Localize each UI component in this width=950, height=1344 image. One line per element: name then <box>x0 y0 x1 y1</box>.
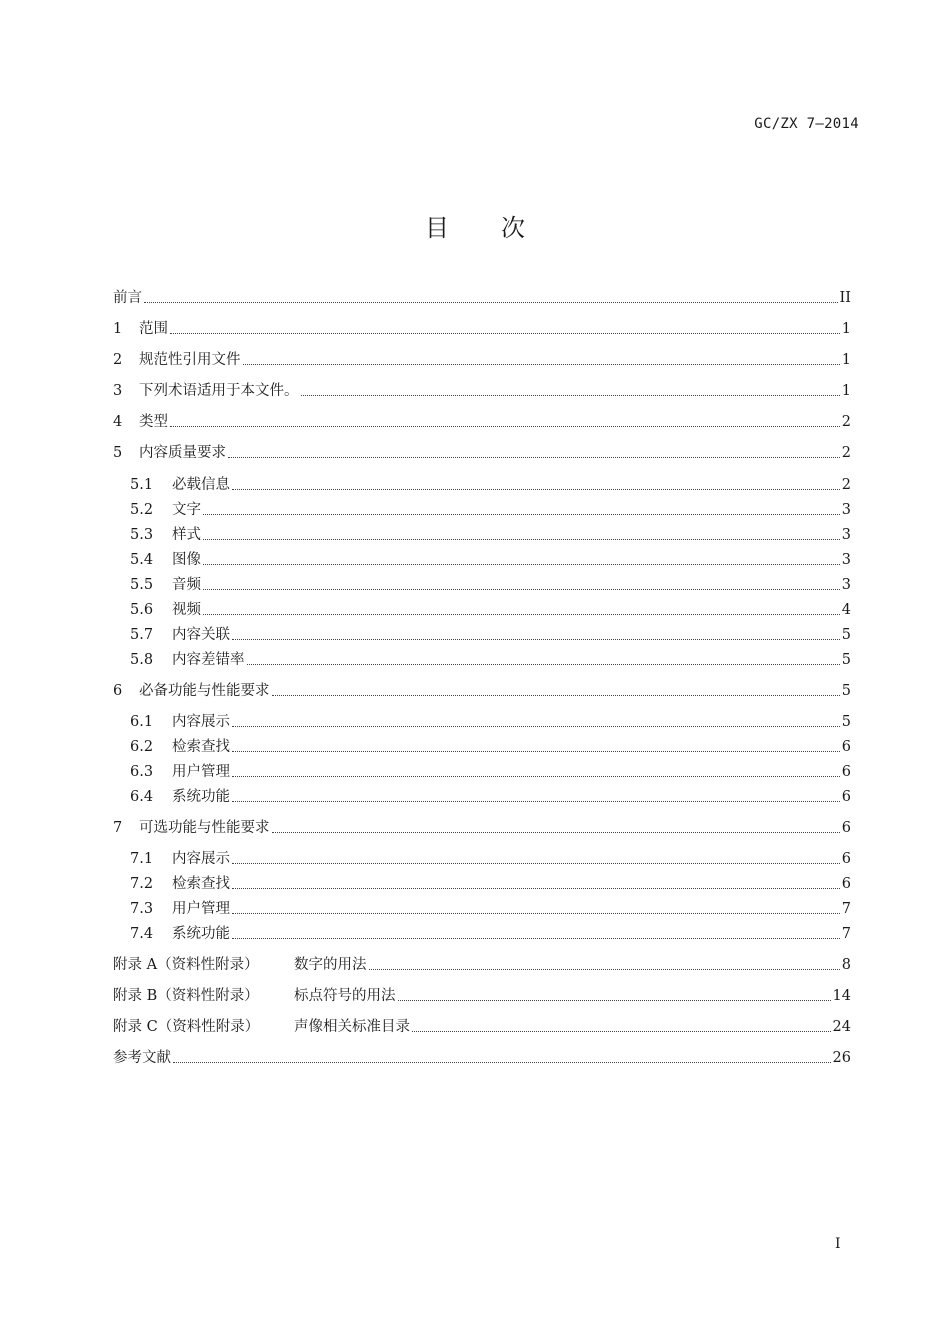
dot-leader <box>203 588 840 590</box>
toc-page-number: 8 <box>841 957 851 973</box>
toc-page-number: 2 <box>841 477 851 493</box>
toc-entry-number: 5.7 <box>130 627 154 643</box>
toc-entry-5-4[interactable] <box>130 548 851 570</box>
toc-entry-7[interactable] <box>113 816 851 838</box>
toc-entry-7-1[interactable] <box>130 847 851 869</box>
toc-page-number: 3 <box>841 577 851 593</box>
toc-entry-5-7[interactable] <box>130 623 851 645</box>
dot-leader <box>144 301 838 303</box>
toc-entry-foreword[interactable] <box>113 286 851 308</box>
toc-entry-number: 6 <box>113 683 123 699</box>
toc-page-number: 24 <box>832 1019 851 1035</box>
toc-page-number: II <box>839 290 851 306</box>
toc-entry-5-2[interactable] <box>130 498 851 520</box>
dot-leader <box>232 862 840 864</box>
toc-entry-label: 声像相关标准目录 <box>294 1019 410 1035</box>
toc-entry-number: 5.6 <box>130 602 154 618</box>
toc-entry-7-4[interactable] <box>130 922 851 944</box>
toc-page-number: 6 <box>841 789 851 805</box>
toc-entry-7-3[interactable] <box>130 897 851 919</box>
dot-leader <box>398 999 831 1001</box>
toc-page-number: 3 <box>841 527 851 543</box>
dot-leader <box>203 563 840 565</box>
toc-entry-label: 参考文献 <box>113 1050 171 1066</box>
toc-entry-number: 5.3 <box>130 527 154 543</box>
dot-leader <box>232 937 840 939</box>
page-folio: I <box>835 1236 841 1252</box>
toc-entry-bibliography[interactable] <box>113 1046 851 1068</box>
document-code: GC/ZX 7—2014 <box>754 116 859 132</box>
toc-entry-7-2[interactable] <box>130 872 851 894</box>
toc-page-number: 1 <box>841 383 851 399</box>
toc-entry-number: 6.2 <box>130 739 154 755</box>
toc-entry-label: 样式 <box>172 527 201 543</box>
toc-entry-5-1[interactable] <box>130 473 851 495</box>
dot-leader <box>232 775 840 777</box>
appendix-tag: 附录 C（资料性附录） <box>113 1019 260 1035</box>
toc-entry-label: 视频 <box>172 602 201 618</box>
dot-leader <box>369 968 840 970</box>
dot-leader <box>203 513 840 515</box>
toc-entry-label: 规范性引用文件 <box>139 352 241 368</box>
toc-page-number: 7 <box>841 901 851 917</box>
toc-entry-number: 5.2 <box>130 502 154 518</box>
toc-entry-label: 可选功能与性能要求 <box>139 820 270 836</box>
toc-entry-number: 7.4 <box>130 926 154 942</box>
toc-entry-number: 5 <box>113 445 123 461</box>
toc-entry-label: 范围 <box>139 321 168 337</box>
appendix-tag: 附录 B（资料性附录） <box>113 988 259 1004</box>
dot-leader <box>203 538 840 540</box>
dot-leader <box>272 831 840 833</box>
toc-entry-label: 必载信息 <box>172 477 230 493</box>
dot-leader <box>228 456 840 458</box>
toc-entry-number: 7.2 <box>130 876 154 892</box>
toc-entry-number: 7 <box>113 820 123 836</box>
toc-entry-number: 6.4 <box>130 789 154 805</box>
dot-leader <box>170 425 840 427</box>
dot-leader <box>243 363 840 365</box>
toc-entry-3[interactable] <box>113 379 851 401</box>
toc-entry-number: 7.1 <box>130 851 154 867</box>
toc-page-number: 5 <box>841 683 851 699</box>
toc-entry-5[interactable] <box>113 441 851 463</box>
toc-entry-number: 4 <box>113 414 123 430</box>
toc-page-number: 6 <box>841 739 851 755</box>
toc-entry-label: 内容展示 <box>172 851 230 867</box>
toc-page-number: 1 <box>841 352 851 368</box>
toc-entry-6-1[interactable] <box>130 710 851 732</box>
toc-entry-number: 6.1 <box>130 714 154 730</box>
toc-entry-label: 下列术语适用于本文件。 <box>139 383 299 399</box>
toc-entry-number: 5.4 <box>130 552 154 568</box>
toc-page-number: 26 <box>832 1050 851 1066</box>
toc-entry-label: 文字 <box>172 502 201 518</box>
toc-entry-1[interactable] <box>113 317 851 339</box>
toc-page-number: 6 <box>841 876 851 892</box>
toc-page-number: 1 <box>841 321 851 337</box>
toc-page-number: 4 <box>841 602 851 618</box>
toc-entry-label: 数字的用法 <box>294 957 367 973</box>
dot-leader <box>232 800 840 802</box>
toc-entry-label: 检索查找 <box>172 739 230 755</box>
dot-leader <box>301 394 840 396</box>
toc-entry-5-8[interactable] <box>130 648 851 670</box>
toc-entry-number: 5.8 <box>130 652 154 668</box>
toc-entry-number: 6.3 <box>130 764 154 780</box>
toc-entry-6-4[interactable] <box>130 785 851 807</box>
toc-entry-appendix-c[interactable] <box>113 1015 851 1037</box>
toc-entry-label: 内容关联 <box>172 627 230 643</box>
toc-entry-label: 内容差错率 <box>172 652 245 668</box>
dot-leader <box>203 613 840 615</box>
dot-leader <box>412 1030 831 1032</box>
toc-page-number: 6 <box>841 851 851 867</box>
toc-entry-2[interactable] <box>113 348 851 370</box>
toc-entry-label: 系统功能 <box>172 926 230 942</box>
dot-leader <box>173 1061 831 1063</box>
dot-leader <box>232 750 840 752</box>
title-char-1: 目 <box>425 214 449 242</box>
toc-entry-number: 1 <box>113 321 123 337</box>
toc-entry-5-5[interactable] <box>130 573 851 595</box>
toc-page-number: 2 <box>841 414 851 430</box>
toc-page-number: 6 <box>841 764 851 780</box>
toc-entry-label: 音频 <box>172 577 201 593</box>
dot-leader <box>232 638 840 640</box>
dot-leader <box>272 694 840 696</box>
toc-page-number: 14 <box>832 988 851 1004</box>
toc-entry-label: 图像 <box>172 552 201 568</box>
toc-entry-4[interactable] <box>113 410 851 432</box>
title-char-2: 次 <box>501 214 525 242</box>
toc-page-number: 3 <box>841 552 851 568</box>
toc-entry-label: 类型 <box>139 414 168 430</box>
toc-entry-6[interactable] <box>113 679 851 701</box>
toc-page-number: 7 <box>841 926 851 942</box>
toc-entry-number: 2 <box>113 352 123 368</box>
appendix-tag: 附录 A（资料性附录） <box>113 957 259 973</box>
dot-leader <box>232 488 840 490</box>
toc-entry-label: 前言 <box>113 290 142 306</box>
dot-leader <box>232 912 840 914</box>
toc-entry-appendix-a[interactable] <box>113 953 851 975</box>
toc-entry-label: 用户管理 <box>172 764 230 780</box>
toc-page-number: 2 <box>841 445 851 461</box>
toc-entry-appendix-b[interactable] <box>113 984 851 1006</box>
toc-page-number: 6 <box>841 820 851 836</box>
toc-entry-label: 用户管理 <box>172 901 230 917</box>
toc-entry-number: 5.5 <box>130 577 154 593</box>
toc-entry-number: 3 <box>113 383 123 399</box>
toc-entry-label: 系统功能 <box>172 789 230 805</box>
dot-leader <box>232 725 840 727</box>
toc-entry-6-3[interactable] <box>130 760 851 782</box>
dot-leader <box>232 887 840 889</box>
toc-entry-label: 标点符号的用法 <box>294 988 396 1004</box>
toc-page-number: 5 <box>841 652 851 668</box>
toc-page-number: 3 <box>841 502 851 518</box>
toc-entry-5-3[interactable] <box>130 523 851 545</box>
toc-entry-number: 5.1 <box>130 477 154 493</box>
toc-page-number: 5 <box>841 714 851 730</box>
toc-entry-number: 7.3 <box>130 901 154 917</box>
dot-leader <box>247 663 840 665</box>
toc-entry-label: 必备功能与性能要求 <box>139 683 270 699</box>
toc-entry-label: 内容质量要求 <box>139 445 226 461</box>
toc-entry-6-2[interactable] <box>130 735 851 757</box>
toc-page-number: 5 <box>841 627 851 643</box>
toc-entry-label: 内容展示 <box>172 714 230 730</box>
toc-entry-5-6[interactable] <box>130 598 851 620</box>
dot-leader <box>170 332 840 334</box>
toc-entry-label: 检索查找 <box>172 876 230 892</box>
